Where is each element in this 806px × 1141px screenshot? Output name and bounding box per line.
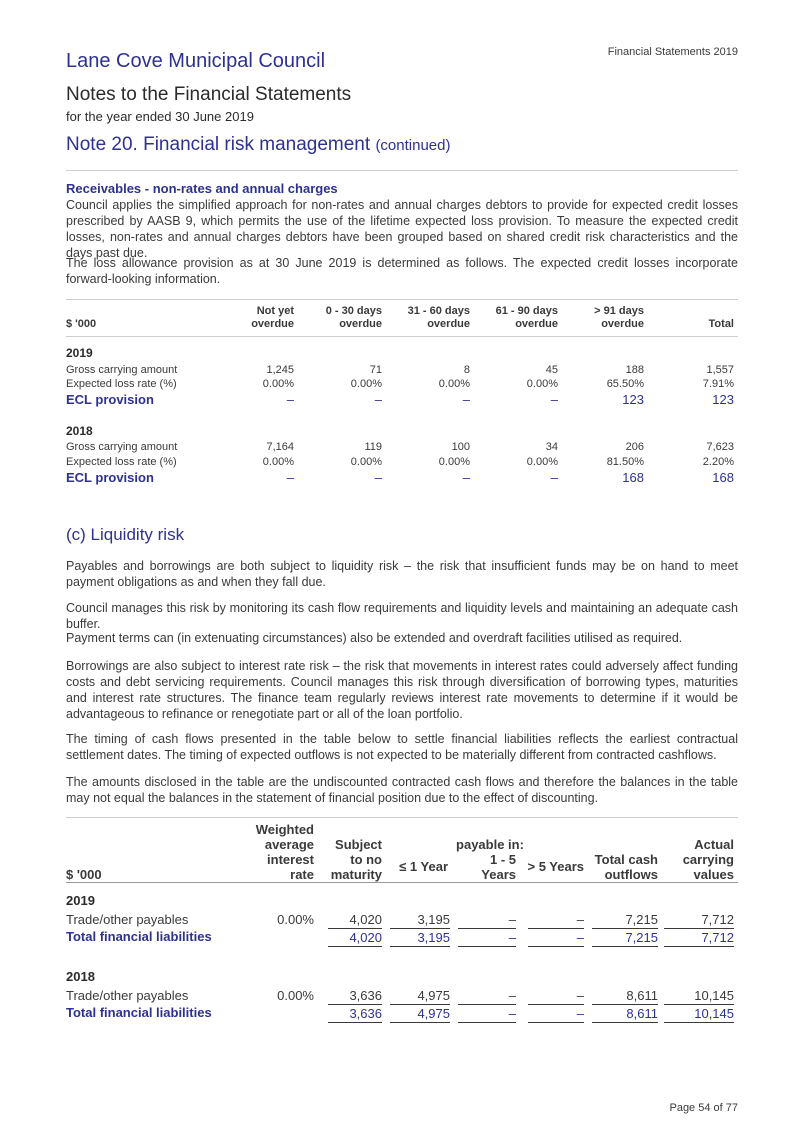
ecl-2019-gross-v1: 1,245 xyxy=(266,364,294,376)
ecl-year-2018: 2018 xyxy=(66,424,93,438)
ecl-unit-header: $ '000 xyxy=(66,318,97,330)
receivables-paragraph-2: The loss allowance provision as at 30 June 2019 is determined as follows. The expected credit losses incorporate forward-looking information. xyxy=(66,256,738,286)
liq-2019-payables-label: Trade/other payables xyxy=(66,912,189,927)
liquidity-paragraph-3: Payment terms can (in extenuating circumstances) also be extended and overdraft facilities utilised as required. xyxy=(66,631,683,645)
ecl-2019-gross-label: Gross carrying amount xyxy=(66,364,178,376)
liq-header-payable: payable in: xyxy=(456,837,524,852)
liq-2019-payables-v5: – xyxy=(576,912,584,927)
liq-2018-total-v6: 10,145 xyxy=(664,1004,734,1023)
liq-2019-total-v3: – xyxy=(458,928,516,947)
ecl-2019-provision-v3: – xyxy=(462,392,470,407)
liq-table-header-rule xyxy=(66,882,738,883)
ecl-2018-gross-v6: 7,623 xyxy=(706,441,734,453)
ecl-2019-rate-v2: 0.00% xyxy=(350,378,382,390)
ecl-2019-rate-label: Expected loss rate (%) xyxy=(66,378,177,390)
receivables-paragraph-1: Council applies the simplified approach for non-rates and annual charges debtors to provide for expected credit losses prescribed by AASB 9, which permits the use of the lifetime expected loss provision. To measure the expected credit losses, non-rates and annual charges debtors have been grouped based on shared credit risk characteristics and the days past due. xyxy=(66,198,738,260)
liq-header-total xyxy=(592,852,658,882)
liq-2019-payables-v6: 7,215 xyxy=(625,912,658,927)
ecl-2019-provision-v5: 123 xyxy=(622,392,644,407)
ecl-2019-gross-v5: 188 xyxy=(625,364,644,376)
liq-2019-payables-v3: 3,195 xyxy=(417,912,450,927)
ecl-header-col-1-l1: Not yet xyxy=(256,305,294,317)
note-continued: (continued) xyxy=(375,137,451,154)
organisation-name: Lane Cove Municipal Council xyxy=(66,50,326,72)
ecl-header-col-1-l2: overdue xyxy=(251,318,294,330)
liq-header-subject-l1: Subject xyxy=(335,837,382,852)
ecl-2019-rate-v3: 0.00% xyxy=(438,378,470,390)
liq-2019-payables-v2: 4,020 xyxy=(349,912,382,927)
ecl-header-col-5-l2: overdue xyxy=(601,318,644,330)
liq-header-subject xyxy=(318,837,382,882)
note-title xyxy=(66,134,450,156)
ecl-2019-gross-v3: 8 xyxy=(463,364,470,376)
ecl-table-header-rule xyxy=(66,336,738,337)
liq-header-weighted-l2: average xyxy=(264,837,314,852)
ecl-2018-rate-v3: 0.00% xyxy=(438,456,470,468)
liquidity-paragraph-2: Council manages this risk by monitoring its cash flow requirements and liquidity levels and maintaining an adequate cash buffer. xyxy=(66,601,738,631)
liq-2018-payables-v1: 0.00% xyxy=(277,988,314,1003)
ecl-header-col-6-l2: Total xyxy=(708,318,734,330)
document-title: Financial Statements 2019 xyxy=(607,46,738,58)
liq-header-weighted-l1: Weighted xyxy=(255,822,314,837)
liquidity-paragraph-4: Borrowings are also subject to interest rate risk – the risk that movements in interest rates could adversely affect funding costs and debt servicing requirements. Council manages this risk through diversification of borrowing types, maturities and interest rate structures. The finance team regularly reviews interest rate movements to determine if it would be advantageous to refinance or renegotiate part or all of the loan portfolio. xyxy=(66,659,738,721)
ecl-2018-rate-v4: 0.00% xyxy=(526,456,558,468)
liq-2018-payables-v7: 10,145 xyxy=(694,988,734,1003)
ecl-header-col-4-l1: 61 - 90 days xyxy=(495,305,558,317)
notes-title: Notes to the Financial Statements xyxy=(66,84,352,105)
liq-year-2019: 2019 xyxy=(66,893,95,908)
ecl-2018-gross-v4: 34 xyxy=(545,441,558,453)
ecl-header-col-5 xyxy=(562,305,644,331)
ecl-2018-provision-v4: – xyxy=(550,470,558,485)
ecl-2018-gross-v2: 119 xyxy=(364,441,382,453)
ecl-2019-rate-v1: 0.00% xyxy=(262,378,294,390)
liq-2018-total-v1: 3,636 xyxy=(328,1004,382,1023)
liq-header-actual xyxy=(664,837,734,882)
ecl-header-col-3-l1: 31 - 60 days xyxy=(407,305,470,317)
liq-header-subject-l2: to no xyxy=(350,852,382,867)
liq-2019-total-v5: 7,215 xyxy=(592,928,658,947)
liq-header-weighted xyxy=(236,822,314,882)
liq-2018-payables-v5: – xyxy=(576,988,584,1003)
liq-2018-total-v3: – xyxy=(458,1004,516,1023)
ecl-2018-rate-v5: 81.50% xyxy=(606,456,644,468)
ecl-header-col-4 xyxy=(476,305,558,331)
ecl-2018-provision-v6: 168 xyxy=(712,470,734,485)
ecl-2018-rate-v6: 2.20% xyxy=(702,456,734,468)
ecl-2019-gross-v6: 1,557 xyxy=(706,364,734,376)
ecl-header-col-3-l2: overdue xyxy=(427,318,470,330)
ecl-2019-provision-label: ECL provision xyxy=(66,392,154,407)
liq-2019-total-v1: 4,020 xyxy=(328,928,382,947)
liq-header-total-l2: outflows xyxy=(604,867,658,882)
ecl-header-col-6 xyxy=(652,305,734,331)
ecl-2018-provision-label: ECL provision xyxy=(66,470,154,485)
ecl-2018-provision-v5: 168 xyxy=(622,470,644,485)
ecl-year-2019: 2019 xyxy=(66,346,93,360)
liq-2018-payables-v3: 4,975 xyxy=(417,988,450,1003)
liq-2018-payables-label: Trade/other payables xyxy=(66,988,189,1003)
liq-header-1-5yrs-l2: Years xyxy=(481,867,516,882)
liq-header-actual-l2: carrying xyxy=(682,852,734,867)
liq-2018-payables-v6: 8,611 xyxy=(626,988,658,1003)
ecl-header-col-2-l2: overdue xyxy=(339,318,382,330)
ecl-2019-rate-v5: 65.50% xyxy=(606,378,644,390)
ecl-2018-provision-v2: – xyxy=(374,470,382,485)
ecl-2018-provision-v3: – xyxy=(462,470,470,485)
ecl-2018-provision-v1: – xyxy=(286,470,294,485)
ecl-header-col-2-l1: 0 - 30 days xyxy=(325,305,382,317)
liquidity-paragraph-5: The timing of cash flows presented in the table below to settle financial liabilities reflects the earliest contractual settlement dates. The timing of expected outflows is not expected to be materially different from contracted cashflows. xyxy=(66,732,738,762)
ecl-2019-provision-v4: – xyxy=(550,392,558,407)
liquidity-paragraph-6: The amounts disclosed in the table are the undiscounted contracted cash flows and therefore the balances in the table may not equal the balances in the statement of financial position due to the effect of discounting. xyxy=(66,775,738,805)
ecl-header-col-6-l1 xyxy=(652,305,734,318)
ecl-2019-gross-v2: 71 xyxy=(369,364,382,376)
ecl-2018-rate-label: Expected loss rate (%) xyxy=(66,456,177,468)
liq-header-weighted-l3: interest xyxy=(267,852,314,867)
liq-2018-total-label: Total financial liabilities xyxy=(66,1005,212,1020)
header-divider xyxy=(66,170,738,171)
liq-header-actual-l3: values xyxy=(693,867,734,882)
ecl-2019-gross-v4: 45 xyxy=(545,364,558,376)
liq-header-1-5yrs xyxy=(458,852,516,882)
ecl-header-col-1 xyxy=(214,305,294,331)
ecl-table-top-rule xyxy=(66,299,738,300)
ecl-2019-rate-v6: 7.91% xyxy=(702,378,734,390)
ecl-2018-rate-v1: 0.00% xyxy=(262,456,294,468)
liq-2018-payables-v4: – xyxy=(508,988,516,1003)
liq-2019-total-v6: 7,712 xyxy=(664,928,734,947)
liq-header-1yr: ≤ 1 Year xyxy=(399,859,448,874)
ecl-header-col-5-l1: > 91 days xyxy=(594,305,644,317)
ecl-2018-rate-v2: 0.00% xyxy=(350,456,382,468)
ecl-2019-rate-v4: 0.00% xyxy=(526,378,558,390)
ecl-2019-provision-v2: – xyxy=(374,392,382,407)
liq-year-2018: 2018 xyxy=(66,969,95,984)
liq-2018-total-v2: 4,975 xyxy=(390,1004,450,1023)
liq-header-actual-l1: Actual xyxy=(694,837,734,852)
liq-header-total-l1: Total cash xyxy=(594,852,658,867)
liq-2019-total-label: Total financial liabilities xyxy=(66,929,212,944)
liq-2018-payables-v2: 3,636 xyxy=(349,988,382,1003)
liq-header-subject-l3: maturity xyxy=(330,867,382,882)
liq-header-1-5yrs-l1: 1 - 5 xyxy=(489,852,516,867)
liq-unit-header: $ '000 xyxy=(66,867,102,882)
liquidity-heading: (c) Liquidity risk xyxy=(66,525,185,544)
liq-header-weighted-l4: rate xyxy=(290,867,314,882)
ecl-2018-gross-v3: 100 xyxy=(451,441,470,453)
liq-header-5yrs: > 5 Years xyxy=(527,859,584,874)
ecl-2018-gross-v1: 7,164 xyxy=(266,441,294,453)
page-number: Page 54 of 77 xyxy=(669,1102,738,1114)
liq-2019-payables-v7: 7,712 xyxy=(701,912,734,927)
liq-2018-total-v5: 8,611 xyxy=(592,1004,658,1023)
ecl-2019-provision-v6: 123 xyxy=(712,392,734,407)
ecl-2018-gross-v5: 206 xyxy=(625,441,644,453)
liq-2019-total-v2: 3,195 xyxy=(390,928,450,947)
liquidity-paragraph-1: Payables and borrowings are both subject to liquidity risk – the risk that insufficient funds may be on hand to meet payment obligations as and when they fall due. xyxy=(66,559,738,589)
ecl-header-col-4-l2: overdue xyxy=(515,318,558,330)
liq-2019-payables-v4: – xyxy=(508,912,516,927)
receivables-heading: Receivables - non-rates and annual charges xyxy=(66,181,338,196)
period-subtitle: for the year ended 30 June 2019 xyxy=(66,109,254,124)
ecl-header-col-3 xyxy=(388,305,470,331)
liq-2019-payables-v1: 0.00% xyxy=(277,912,314,927)
ecl-header-col-2 xyxy=(300,305,382,331)
liq-table-top-rule xyxy=(66,817,738,818)
note-title-text: Note 20. Financial risk management xyxy=(66,134,371,155)
liq-2019-total-v4: – xyxy=(528,928,584,947)
ecl-2019-provision-v1: – xyxy=(286,392,294,407)
ecl-2018-gross-label: Gross carrying amount xyxy=(66,441,178,453)
liq-2018-total-v4: – xyxy=(528,1004,584,1023)
